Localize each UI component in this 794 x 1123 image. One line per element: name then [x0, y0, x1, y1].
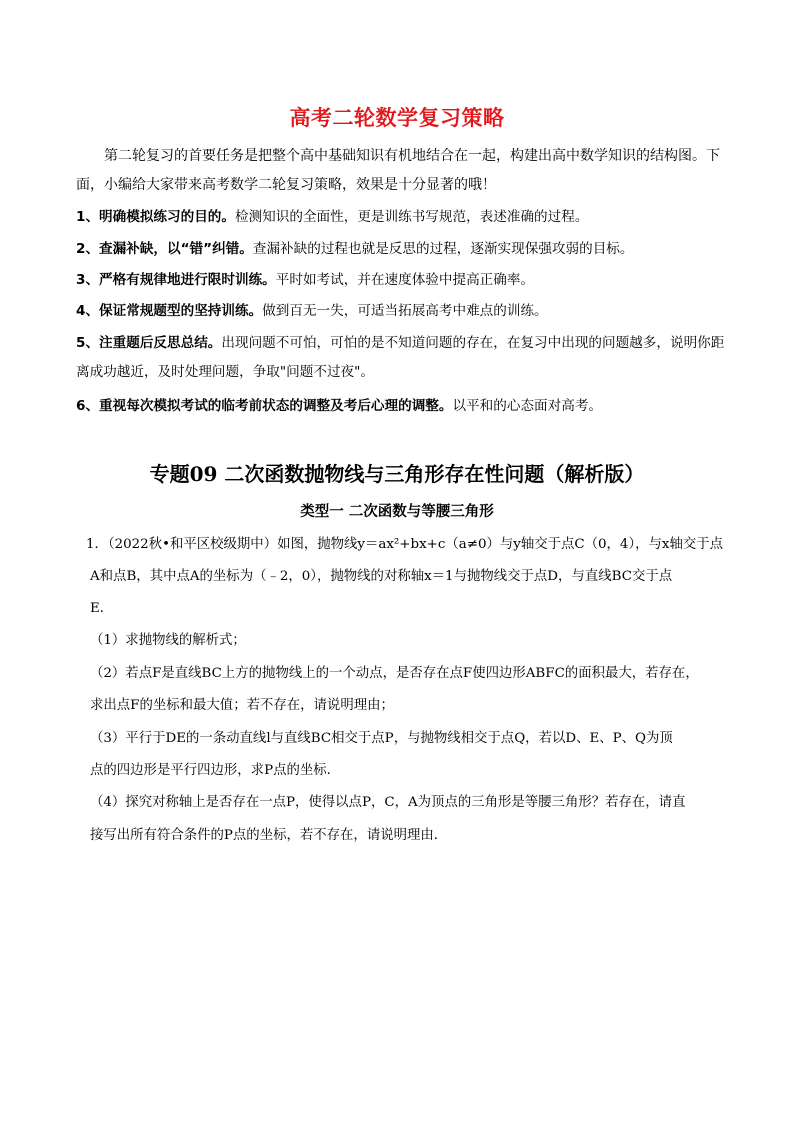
question-part-1: （1）求抛物线的解析式；: [90, 633, 246, 648]
strategy-text: 查漏补缺的过程也就是反思的过程，逐渐实现保强攻弱的目标。: [252, 241, 634, 257]
strategy-heading: 5、注重题后反思总结。: [76, 335, 222, 351]
question-stem-line-3: E．: [90, 601, 114, 616]
strategy-item-1: [76, 203, 726, 232]
question-part-2-line-1: （2）若点F是直线BC上方的抛物线上的一个动点，是否存在点F使四边形ABFC的面积最大，若存在，: [90, 666, 699, 681]
question-part-3-line-2: 点的四边形是平行四边形，求P点的坐标．: [90, 763, 341, 778]
strategy-text: 做到百无一失，可适当拓展高考中难点的训练。: [262, 303, 548, 319]
question-part-3-line-1: （3）平行于DE的一条动直线l与直线BC相交于点P，与抛物线相交于点Q，若以D、E、P、Q为顶: [90, 731, 673, 746]
strategy-item-6: [76, 392, 726, 421]
intro-paragraph: 第二轮复习的首要任务是把整个高中基础知识有机地结合在一起，构建出高中数学知识的结构图。下面，小编给大家带来高考数学二轮复习策略，效果是十分显著的哦！: [76, 148, 720, 193]
strategy-item-2: [76, 235, 726, 264]
question-part-4-line-2: 接写出所有符合条件的P点的坐标，若不存在，请说明理由．: [90, 828, 448, 843]
page-title: 高考二轮数学复习策略: [289, 106, 505, 130]
strategy-text: 平时如考试，并在速度体验中提高正确率。: [275, 272, 535, 288]
strategy-text: 检测知识的全面性，更是训练书写规范，表述准确的过程。: [235, 209, 589, 225]
question-part-4-line-1: （4）探究对称轴上是否存在一点P，使得以点P，C，A为顶点的三角形是等腰三角形？若存在，请直: [90, 795, 686, 810]
topic-title: 专题09 二次函数抛物线与三角形存在性问题（解析版）: [149, 462, 645, 486]
strategy-heading: 6、重视每次模拟考试的临考前状态的调整及考后心理的调整。: [76, 398, 453, 414]
question-stem-line-1: 1．（2022秋•和平区校级期中）如图，抛物线y＝ax²+bx+c（a≠0）与y轴交于点C（0，4），与x轴交于点: [86, 537, 724, 552]
strategy-heading: 4、保证常规题型的坚持训练。: [76, 303, 263, 319]
strategy-heading: 1、明确模拟练习的目的。: [76, 209, 235, 225]
strategy-item-5: [76, 329, 726, 387]
strategy-text: 以平和的心态面对高考。: [452, 398, 603, 414]
strategy-heading: 2、查漏补缺，以“错”纠错。: [76, 241, 253, 257]
strategy-item-3: [76, 266, 726, 295]
question-part-2-line-2: 求出点F的坐标和最大值；若不存在，请说明理由；: [90, 698, 394, 713]
question-stem-line-2: A和点B，其中点A的坐标为（﹣2，0），抛物线的对称轴x＝1与抛物线交于点D，与直线BC交于点: [90, 569, 673, 584]
strategy-heading: 3、严格有规律地进行限时训练。: [76, 272, 276, 288]
strategy-item-4: [76, 297, 726, 326]
strategy-text: 出现问题不可怕，可怕的是不知道问题的存在，在复习中出现的问题越多，说明你距离成功越近，及时处理问题，争取"问题不过夜"。: [76, 335, 725, 380]
type-title: 类型一 二次函数与等腰三角形: [300, 503, 494, 520]
